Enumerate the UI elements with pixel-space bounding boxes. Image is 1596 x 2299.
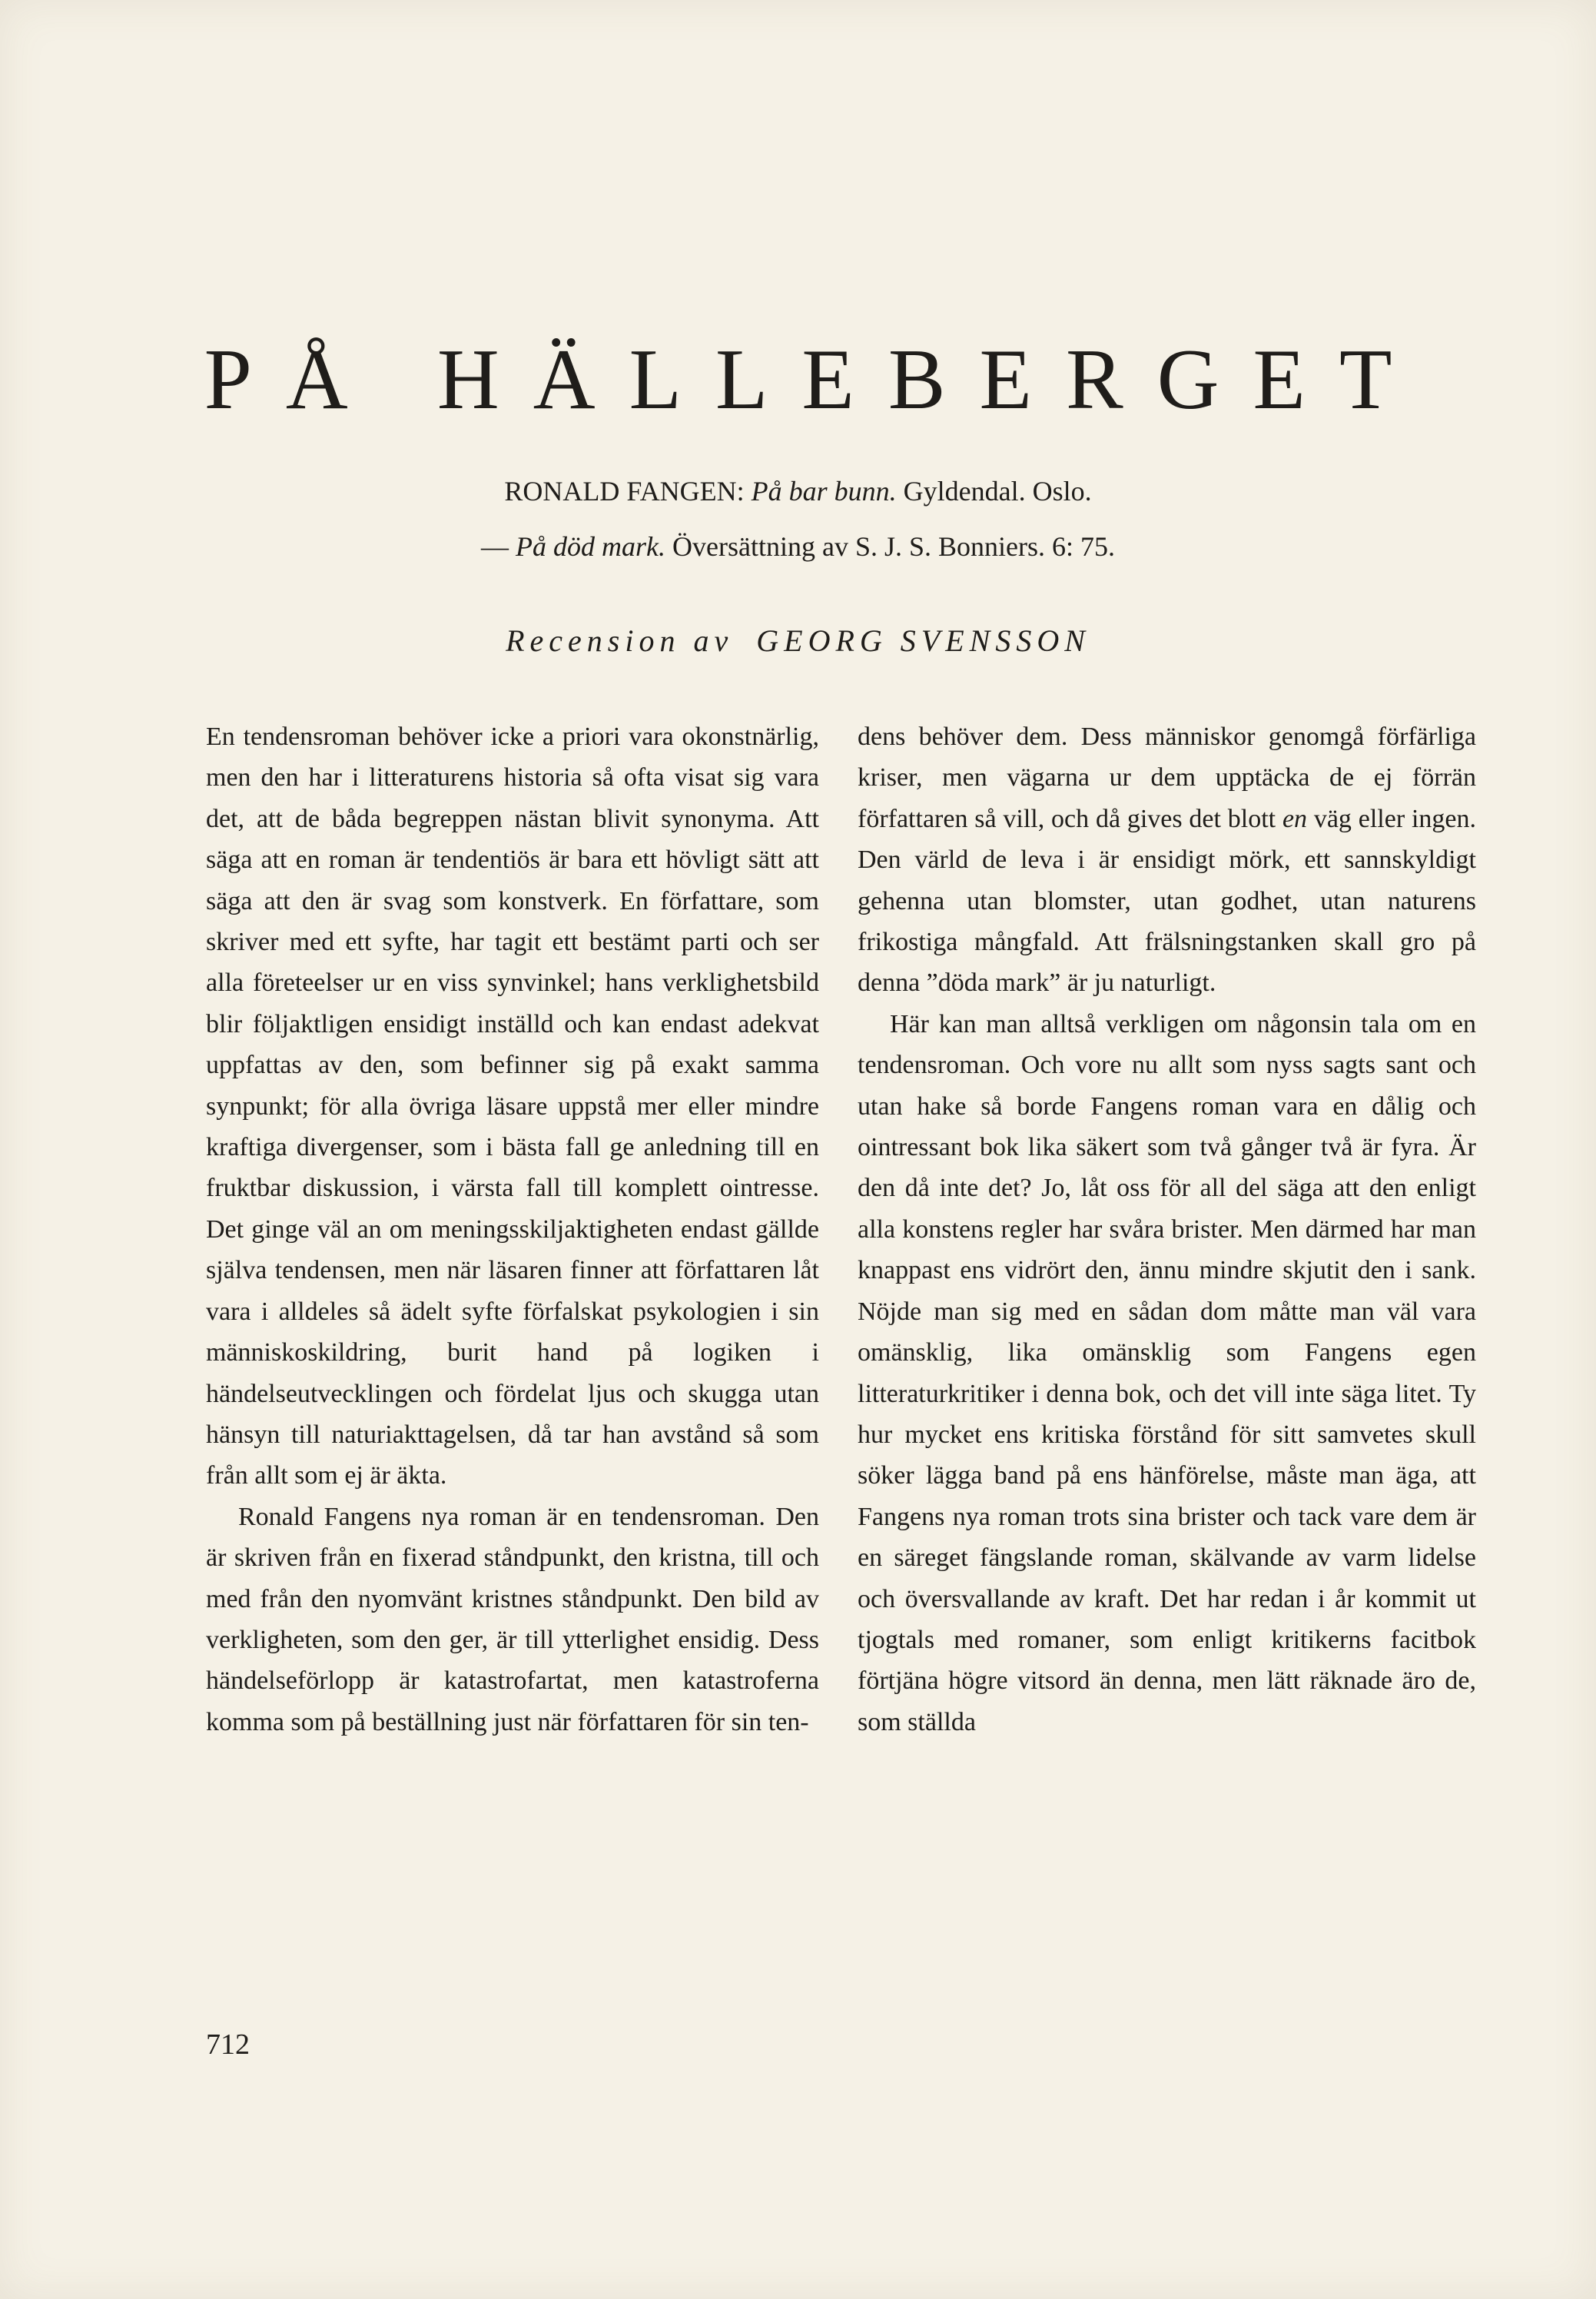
publisher-1: Gyldendal. Oslo.	[903, 476, 1092, 507]
bibliography-line-2	[0, 530, 1596, 563]
article-title: PÅ HÄLLEBERGET	[204, 332, 1426, 427]
paragraph	[858, 716, 1476, 1004]
reviewer-name: GEORG SVENSSON	[756, 623, 1090, 658]
book-title-1: På bar bunn.	[751, 476, 897, 507]
right-column	[858, 716, 1476, 1743]
page-number: 712	[206, 2028, 250, 2061]
review-byline	[0, 623, 1596, 659]
paragraph: Ronald Fangens nya roman är en tendensroman. Den är skriven från en fixerad ståndpunkt, den kristna, till och med från den nyomvänt kristnes ståndpunkt. Den bild av verkligheten, som den ger, är till ytterlighet ensidig. Dess händelseförlopp är katastrofartat, men katastroferna komma som på beställning just när författaren för sin ten-	[206, 1502, 819, 1736]
left-column	[206, 716, 819, 1743]
bibliography-line-1	[0, 475, 1596, 507]
paragraph: En tendensroman behöver icke a priori vara okonstnärlig, men den har i litteraturens historia så ofta visat sig vara det, att de båda begreppen nästan blivit synonyma. Att säga att en roman är tendentiös är bara ett hövligt sätt att säga att den är svag som konstverk. En författare, som skriver med ett syfte, har tagit ett bestämt parti och ser alla företeelser ur en viss synvinkel; hans verklighetsbild blir följaktligen ensidigt inställd och kan endast adekvat uppfattas av den, som befinner sig på exakt samma synpunkt; för alla övriga läsare uppstå mer eller mindre kraftiga divergenser, som i bästa fall ge anledning till en fruktbar diskussion, i värsta fall till komplett ointresse. Det ginge väl an om meningsskiljaktigheten endast gällde själva tendensen, men när läsaren finner att författaren låt vara i alldeles så ädelt syfte förfalskat psykologien i sin människoskildring, burit hand på logiken i händelseutvecklingen och fördelat ljus och skugga utan hänsyn till naturiakttagelsen, då tar han avstånd så som från allt som ej är äkta.	[206, 723, 819, 1490]
emphasis: en	[1282, 804, 1308, 833]
publisher-2: Översättning av S. J. S. Bonniers. 6: 75.	[672, 531, 1115, 562]
paragraph-text: dens behöver dem. Dess människor genomgå förfärliga kriser, men vägarna ur dem upptäcka de ej förrän författaren så vill, och då gives det blott	[858, 723, 1476, 833]
paragraph-text: väg eller ingen. Den värld de leva i är ensidigt mörk, ett sannskyldigt gehenna utan blomster, utan godhet, utan naturens frikostiga mångfald. Att frälsningstanken skall gro på denna ”döda mark” är ju naturligt.	[858, 804, 1476, 998]
book-author: RONALD FANGEN:	[504, 476, 745, 507]
dash: —	[481, 531, 509, 562]
book-title-2: På död mark.	[516, 531, 665, 562]
byline-prefix: Recension av	[506, 623, 734, 658]
paragraph: Här kan man alltså verkligen om någonsin tala om en tendensroman. Och vore nu allt som nyss sagts sant och utan hake så borde Fangens roman vara en dålig och ointressant bok lika säkert som två gånger två är fyra. Är den då inte det? Jo, låt oss för all del säga att den enligt alla konstens regler har svåra brister. Men därmed har man knappast ens vidrört den, ännu mindre skjutit den i sank. Nöjde man sig med en sådan dom måtte man väl vara omänsklig, lika omänsklig som Fangens egen litteraturkritiker i denna bok, och det vill inte säga litet. Ty hur mycket ens kritiska förstånd för sitt samvetes skull söker lägga band på ens hänförelse, måste man äga, att Fangens nya roman trots sina brister och tack vare dem är en säreget fängslande roman, skälvande av varm lidelse och översvallande av kraft. Det har redan i år kommit ut tjogtals med romaner, som enligt kritikerns facitbok förtjäna högre vitsord än denna, men lätt räknade äro de, som ställda	[858, 1009, 1476, 1736]
